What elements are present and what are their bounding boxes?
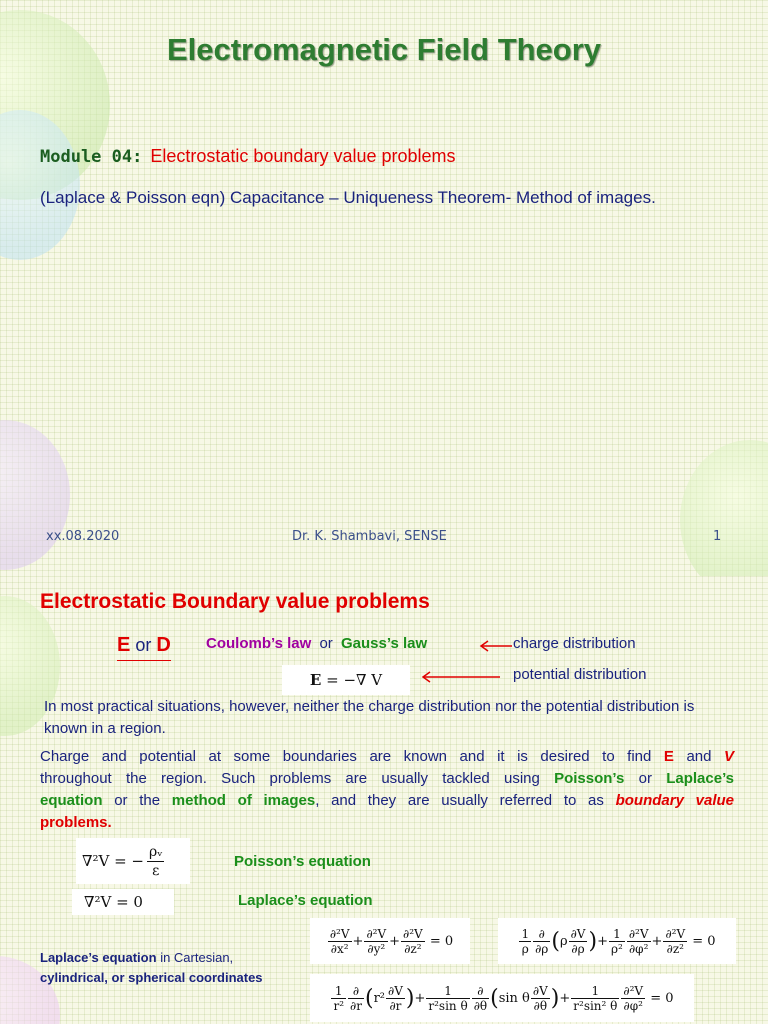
text-run: and: [686, 748, 712, 765]
or-word: or: [135, 635, 152, 655]
epsilon-symbol: ε: [152, 862, 160, 879]
poisson-lhs: ∇²V = −: [82, 852, 144, 870]
e-vector: E: [309, 671, 322, 689]
laplace-spherical-equation: $\frac{1}{\text{r²}}$ $\frac{\partial}{\partial r}$ ( r² $\frac{\partial V}{\partial r}$ ) + $\frac{1}{\text{r²sin θ}}$ $\frac{\partial}{\partial\theta}$ ( sin θ $\frac{\partial V}{\partial\theta}$ ) + $\frac{1}{\text{r²sin² θ}}$ $\frac{\text{∂²V}}{\text{∂φ²}}$ = 0: [310, 974, 694, 1022]
coordinates-note: [40, 948, 263, 988]
laplace-term: Laplace’s: [666, 770, 735, 787]
text-run: or: [638, 770, 652, 787]
boundary-value-term: boundary value: [615, 792, 734, 809]
text-run: throughout the region. Such problems are usually tackled using: [40, 770, 540, 787]
laplace-cylindrical-equation: $\frac{1}{\rho}$ $\frac{\partial}{\partial\rho}$ ( ρ $\frac{\partial V}{\partial\rho}$ ) + $\frac{1}{\text{ρ²}}$ $\frac{\text{∂²V}}{\text{∂φ²}}$ + $\frac{\text{∂²V}}{\text{∂z²}}$ = 0: [498, 918, 736, 964]
footer-page-number: 1: [713, 529, 722, 544]
module-subtitle: (Laplace & Poisson eqn) Capacitance – Uniqueness Theorem- Method of images.: [40, 188, 656, 207]
poisson-fraction: [147, 843, 164, 880]
equation-term: equation: [40, 792, 103, 809]
balloon-decoration: [0, 420, 70, 570]
footer-author: Dr. K. Shambavi, SENSE: [292, 529, 447, 544]
poisson-term: Poisson’s: [554, 770, 625, 787]
laplace-cartesian-equation: $\frac{\text{∂²V}}{\text{∂x²}}$ + $\frac{\text{∂²V}}{\text{∂y²}}$ + $\frac{\text{∂²V}}{\text{∂z²}}$ = 0: [310, 918, 470, 964]
paragraph-2-line: [40, 790, 734, 812]
problems-term: problems.: [40, 814, 112, 831]
poisson-label: Poisson’s equation: [234, 853, 371, 870]
slide-2: [0, 576, 768, 1024]
coulomb-law: Coulomb’s law: [206, 635, 312, 652]
coordinate-systems-term: cylindrical, or spherical coordinates: [40, 970, 263, 985]
left-arrow-icon: [478, 638, 514, 654]
poisson-equation: [76, 838, 190, 884]
or-word: or: [319, 635, 333, 652]
footer-date: xx.08.2020: [46, 529, 120, 544]
e-or-d: [117, 634, 171, 661]
text-run: in Cartesian,: [160, 950, 234, 965]
paragraph-1: In most practical situations, however, neither the charge distribution nor the potential distribution is known in a region.: [44, 698, 695, 737]
balloon-decoration: [680, 440, 768, 576]
module-label: Module 04:: [40, 147, 143, 167]
paragraph-2-line: [40, 746, 734, 768]
e-symbol: E: [117, 634, 131, 656]
section-heading: Electrostatic Boundary value problems: [40, 590, 430, 613]
e-symbol: E: [663, 748, 674, 765]
paragraph-2-line: [40, 812, 734, 834]
paragraph-2: [40, 746, 734, 834]
laplace-equation: ∇²V = 0: [72, 889, 174, 915]
laplace-equation-term: Laplace’s equation: [40, 950, 157, 965]
laplace-label: Laplace’s equation: [238, 892, 373, 909]
gauss-law: Gauss’s law: [340, 635, 428, 652]
gradient-equation: [282, 665, 410, 695]
text-run: Charge and potential at some boundaries are known and it is desired to find: [40, 748, 652, 765]
paragraph-2-line: [40, 768, 734, 790]
module-heading: [40, 146, 456, 167]
left-arrow-icon: [420, 669, 502, 685]
d-symbol: D: [156, 634, 171, 656]
text-run: , and they are usually referred to as: [315, 792, 604, 809]
laws-line: [206, 635, 427, 652]
method-of-images-term: method of images: [171, 792, 316, 809]
text-run: or the: [114, 792, 161, 809]
slide-title: Electromagnetic Field Theory: [166, 32, 602, 67]
module-title: Electrostatic boundary value problems: [150, 146, 456, 166]
gradient-rhs: = −∇ V: [326, 671, 383, 689]
rho-symbol: ρᵥ: [149, 843, 163, 860]
v-symbol: V: [724, 748, 735, 765]
potential-distribution-label: potential distribution: [513, 666, 647, 683]
charge-distribution-label: charge distribution: [513, 635, 636, 652]
